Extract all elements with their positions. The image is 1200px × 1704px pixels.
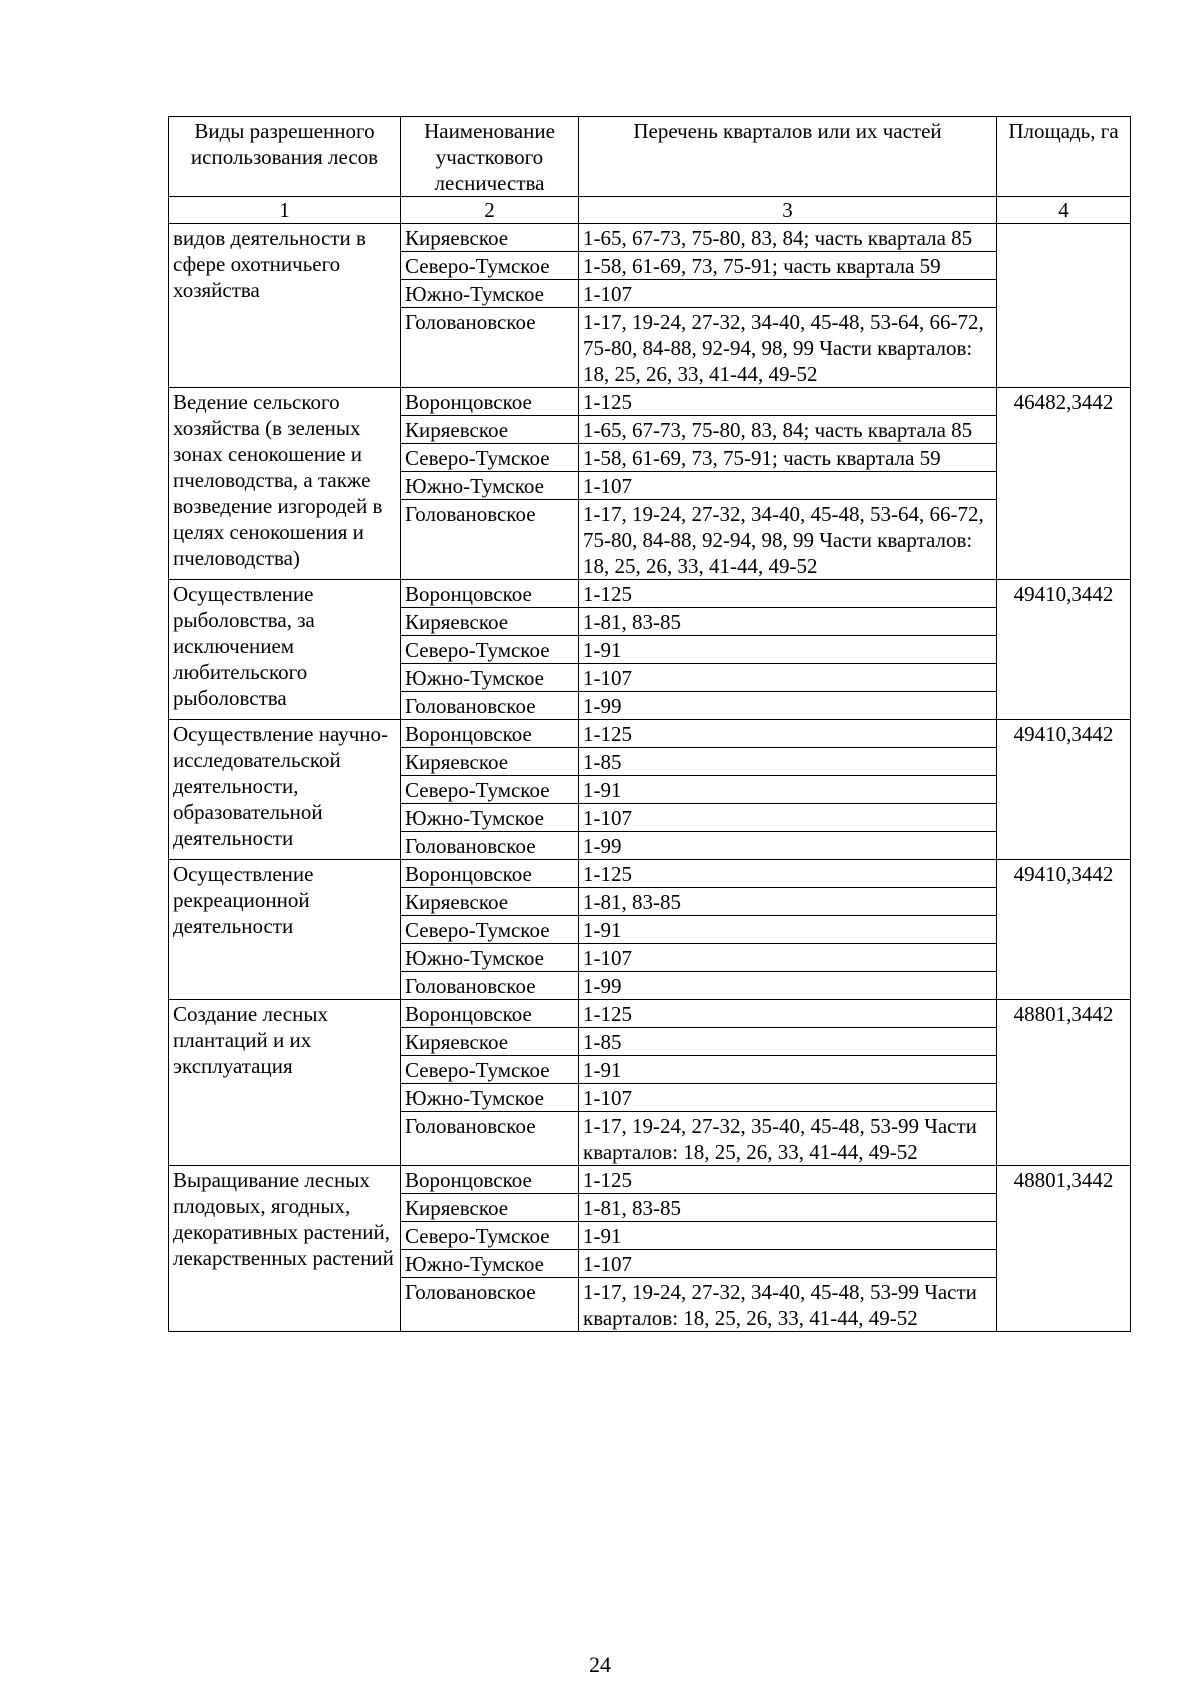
quarters-cell: 1-107 <box>579 472 997 500</box>
page-number: 24 <box>589 1652 611 1677</box>
quarters-cell: 1-99 <box>579 832 997 860</box>
header-use-type: Виды разрешенного использования лесов <box>169 117 401 197</box>
table-row <box>169 580 1131 608</box>
quarters-cell: 1-125 <box>579 388 997 416</box>
use-type-cell: Ведение сельского хозяйства (в зеленых зонах сенокошение и пчеловодства, а также возведение изгородей в целях сенокошения и пчеловодства) <box>169 388 401 580</box>
forestry-cell: Воронцовское <box>401 1000 579 1028</box>
quarters-cell: 1-125 <box>579 720 997 748</box>
area-cell: 48801,3442 <box>997 1166 1131 1332</box>
quarters-cell: 1-17, 19-24, 27-32, 34-40, 45-48, 53-64, 66-72, 75-80, 84-88, 92-94, 98, 99 Части кварталов: 18, 25, 26, 33, 41-44, 49-52 <box>579 500 997 580</box>
use-type-cell: Осуществление рекреационной деятельности <box>169 860 401 1000</box>
area-cell: 48801,3442 <box>997 1000 1131 1166</box>
forestry-cell: Южно-Тумское <box>401 1250 579 1278</box>
forestry-cell: Голованoвское <box>401 500 579 580</box>
table-row <box>169 224 1131 252</box>
forestry-cell: Южно-Тумское <box>401 804 579 832</box>
quarters-cell: 1-91 <box>579 916 997 944</box>
forestry-cell: Северо-Тумское <box>401 636 579 664</box>
quarters-cell: 1-58, 61-69, 73, 75-91; часть квартала 59 <box>579 252 997 280</box>
forestry-cell: Воронцовское <box>401 388 579 416</box>
column-number: 1 <box>169 197 401 224</box>
forestry-cell: Киряевское <box>401 888 579 916</box>
forestry-cell: Голованoвское <box>401 972 579 1000</box>
header-quarters-list: Перечень кварталов или их частей <box>579 117 997 197</box>
header-row <box>169 117 1131 197</box>
use-type-cell: видов деятельности в сфере охотничьего хозяйства <box>169 224 401 388</box>
forestry-cell: Голованoвское <box>401 1278 579 1332</box>
quarters-cell: 1-125 <box>579 580 997 608</box>
forestry-cell: Киряевское <box>401 416 579 444</box>
quarters-cell: 1-81, 83-85 <box>579 888 997 916</box>
quarters-cell: 1-107 <box>579 664 997 692</box>
header-area: Площадь, га <box>997 117 1131 197</box>
forestry-cell: Южно-Тумское <box>401 472 579 500</box>
forestry-cell: Киряевское <box>401 748 579 776</box>
quarters-cell: 1-125 <box>579 1166 997 1194</box>
quarters-cell: 1-17, 19-24, 27-32, 34-40, 45-48, 53-64, 66-72, 75-80, 84-88, 92-94, 98, 99 Части кварталов: 18, 25, 26, 33, 41-44, 49-52 <box>579 308 997 388</box>
use-type-cell: Осуществление научно-исследовательской деятельности, образовательной деятельности <box>169 720 401 860</box>
quarters-cell: 1-91 <box>579 776 997 804</box>
table-row <box>169 860 1131 888</box>
quarters-cell: 1-107 <box>579 280 997 308</box>
use-type-cell: Создание лесных плантаций и их эксплуатация <box>169 1000 401 1166</box>
area-cell <box>997 224 1131 388</box>
quarters-cell: 1-107 <box>579 804 997 832</box>
forestry-cell: Киряевское <box>401 224 579 252</box>
quarters-cell: 1-91 <box>579 636 997 664</box>
quarters-cell: 1-81, 83-85 <box>579 1194 997 1222</box>
table-row <box>169 388 1131 416</box>
quarters-cell: 1-99 <box>579 692 997 720</box>
forestry-cell: Киряевское <box>401 608 579 636</box>
forest-use-table <box>168 116 1131 1332</box>
column-number: 4 <box>997 197 1131 224</box>
forestry-cell: Киряевское <box>401 1028 579 1056</box>
forestry-cell: Северо-Тумское <box>401 776 579 804</box>
area-cell: 49410,3442 <box>997 580 1131 720</box>
forestry-cell: Воронцовское <box>401 1166 579 1194</box>
quarters-cell: 1-99 <box>579 972 997 1000</box>
forestry-cell: Северо-Тумское <box>401 916 579 944</box>
forestry-cell: Южно-Тумское <box>401 944 579 972</box>
forestry-cell: Воронцовское <box>401 720 579 748</box>
table-row <box>169 1000 1131 1028</box>
forestry-cell: Голованoвское <box>401 308 579 388</box>
area-cell: 46482,3442 <box>997 388 1131 580</box>
quarters-cell: 1-125 <box>579 1000 997 1028</box>
quarters-cell: 1-17, 19-24, 27-32, 35-40, 45-48, 53-99 Части кварталов: 18, 25, 26, 33, 41-44, 49-52 <box>579 1112 997 1166</box>
use-type-cell: Выращивание лесных плодовых, ягодных, декоративных растений, лекарственных растений <box>169 1166 401 1332</box>
area-cell: 49410,3442 <box>997 720 1131 860</box>
forestry-cell: Киряевское <box>401 1194 579 1222</box>
quarters-cell: 1-65, 67-73, 75-80, 83, 84; часть квартала 85 <box>579 224 997 252</box>
forestry-cell: Голованoвское <box>401 832 579 860</box>
forestry-cell: Северо-Тумское <box>401 252 579 280</box>
forestry-cell: Голованoвское <box>401 1112 579 1166</box>
quarters-cell: 1-125 <box>579 860 997 888</box>
quarters-cell: 1-91 <box>579 1222 997 1250</box>
quarters-cell: 1-91 <box>579 1056 997 1084</box>
quarters-cell: 1-65, 67-73, 75-80, 83, 84; часть квартала 85 <box>579 416 997 444</box>
forestry-cell: Южно-Тумское <box>401 1084 579 1112</box>
table-body <box>169 224 1131 1332</box>
column-number: 2 <box>401 197 579 224</box>
forestry-cell: Северо-Тумское <box>401 1056 579 1084</box>
quarters-cell: 1-85 <box>579 1028 997 1056</box>
use-type-cell: Осуществление рыболовства, за исключением любительского рыболовства <box>169 580 401 720</box>
forestry-cell: Южно-Тумское <box>401 664 579 692</box>
header-forestry-name: Наименование участкового лесничества <box>401 117 579 197</box>
quarters-cell: 1-58, 61-69, 73, 75-91; часть квартала 59 <box>579 444 997 472</box>
quarters-cell: 1-107 <box>579 944 997 972</box>
quarters-cell: 1-107 <box>579 1084 997 1112</box>
quarters-cell: 1-85 <box>579 748 997 776</box>
quarters-cell: 1-81, 83-85 <box>579 608 997 636</box>
forestry-cell: Южно-Тумское <box>401 280 579 308</box>
forestry-cell: Северо-Тумское <box>401 1222 579 1250</box>
forestry-cell: Воронцовское <box>401 860 579 888</box>
table-row <box>169 720 1131 748</box>
quarters-cell: 1-107 <box>579 1250 997 1278</box>
quarters-cell: 1-17, 19-24, 27-32, 34-40, 45-48, 53-99 Части кварталов: 18, 25, 26, 33, 41-44, 49-52 <box>579 1278 997 1332</box>
forestry-cell: Северо-Тумское <box>401 444 579 472</box>
forestry-cell: Голованoвское <box>401 692 579 720</box>
table-row <box>169 1166 1131 1194</box>
column-number-row <box>169 197 1131 224</box>
forestry-cell: Воронцовское <box>401 580 579 608</box>
column-number: 3 <box>579 197 997 224</box>
area-cell: 49410,3442 <box>997 860 1131 1000</box>
